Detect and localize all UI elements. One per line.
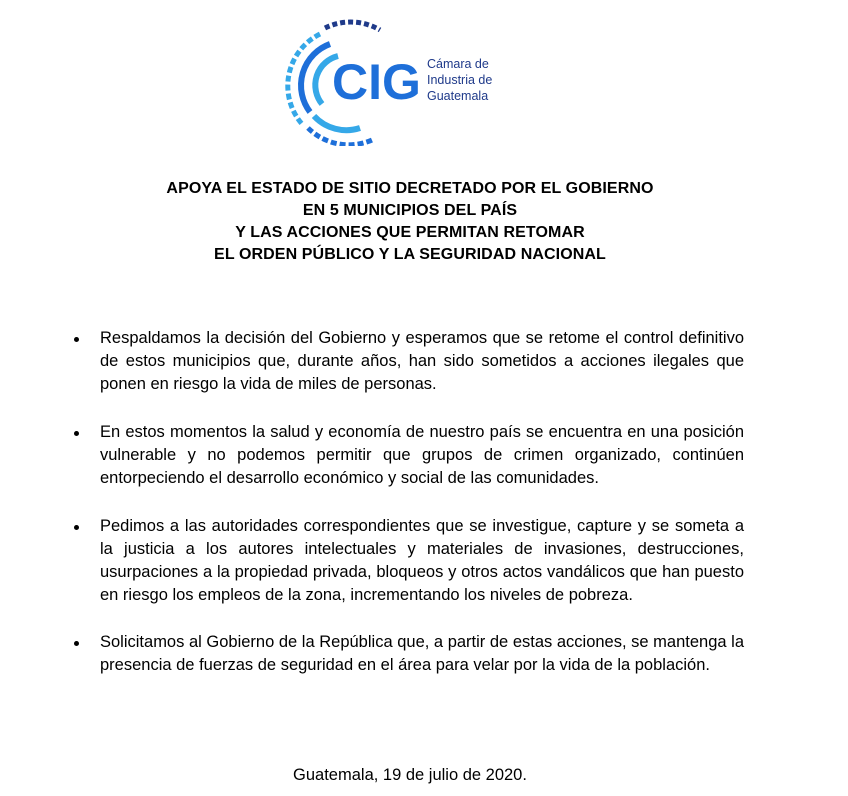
statement-item: Pedimos a las autoridades correspondientes que se investigue, capture y se someta a la justicia a los autores intelectuales y materiales de invasiones, destrucciones, usurpaciones a la propiedad privada, bloqueos y otros actos vandálicos que han puesto en riesgo los empleos de la zona, incrementando los niveles de pobreza. bbox=[72, 515, 744, 607]
headline-line: APOYA EL ESTADO DE SITIO DECRETADO POR EL GOBIERNO bbox=[166, 180, 654, 197]
statement-list bbox=[72, 327, 744, 702]
statement-item: En estos momentos la salud y economía de nuestro país se encuentra en una posición vulnerable y no podemos permitir que grupos de crimen organizado, continúen entorpeciendo el desarrollo económico y social de las comunidades. bbox=[72, 421, 744, 490]
headline-line: Y LAS ACCIONES QUE PERMITAN RETOMAR bbox=[235, 224, 585, 241]
logo-name-line: Industria de bbox=[427, 73, 493, 87]
logo-organization-name bbox=[427, 56, 492, 104]
logo-acronym: CIG bbox=[332, 54, 421, 110]
logo-name-line: Cámara de bbox=[427, 57, 489, 71]
statement-item: Respaldamos la decisión del Gobierno y esperamos que se retome el control definitivo de estos municipios que, durante años, han sido sometidos a acciones ilegales que ponen en riesgo la vida de miles de personas. bbox=[72, 327, 744, 396]
cig-logo bbox=[280, 16, 520, 146]
statement-item: Solicitamos al Gobierno de la República que, a partir de estas acciones, se mantenga la presencia de fuerzas de seguridad en el área para velar por la vida de la población. bbox=[72, 631, 744, 677]
cig-logo-mark bbox=[280, 16, 425, 146]
document-headline bbox=[100, 178, 720, 266]
dateline: Guatemala, 19 de julio de 2020. bbox=[293, 766, 527, 784]
headline-line: EL ORDEN PÚBLICO Y LA SEGURIDAD NACIONAL bbox=[214, 246, 606, 263]
headline-line: EN 5 MUNICIPIOS DEL PAÍS bbox=[302, 202, 518, 219]
logo-name-line: Guatemala bbox=[427, 89, 489, 103]
